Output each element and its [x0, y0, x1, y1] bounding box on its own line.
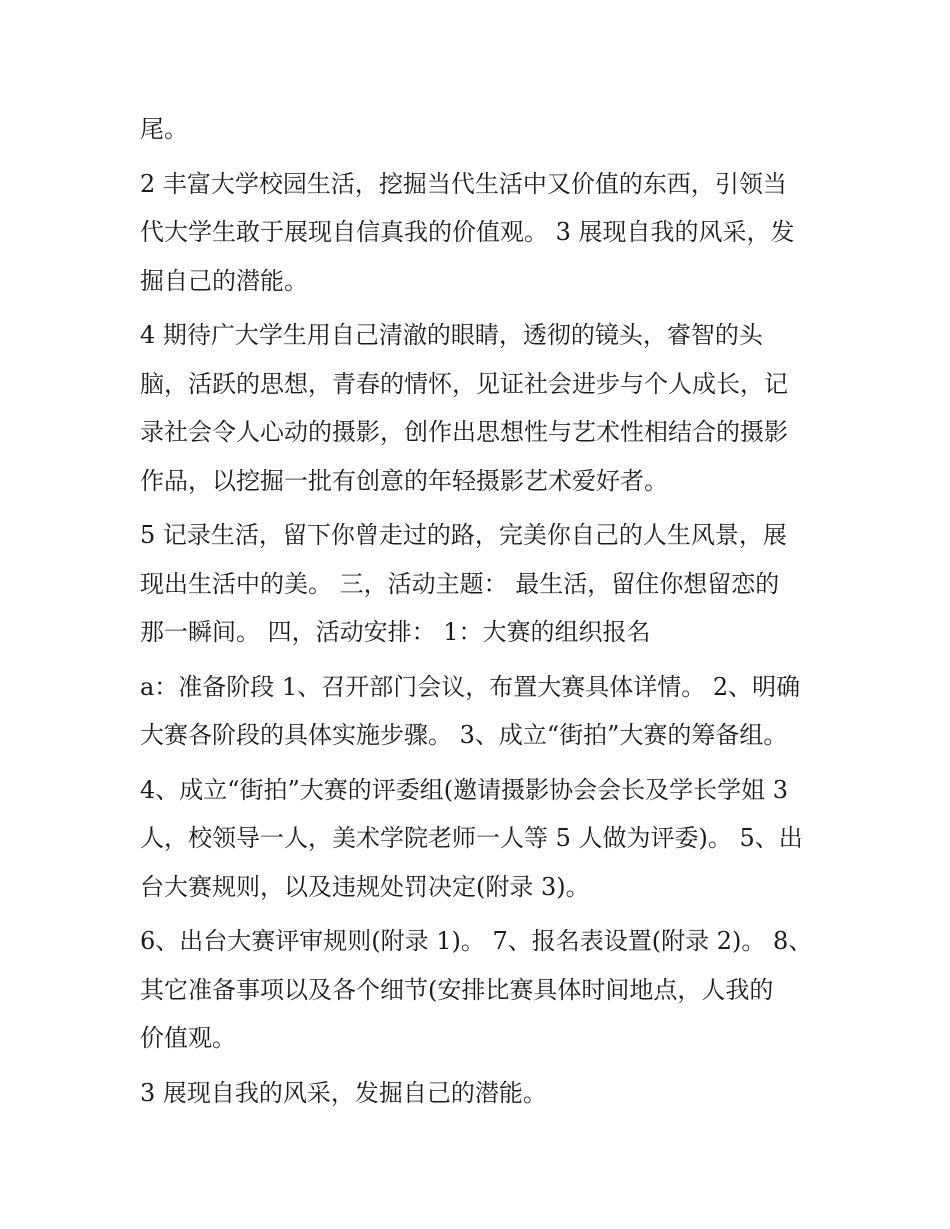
- paragraph-1: [140, 105, 820, 154]
- text-line: 掘自己的潜能。: [140, 266, 308, 295]
- text-line: 5 记录生活，留下你曾走过的路，完美你自己的人生风景，展: [140, 521, 787, 549]
- paragraph-7: [140, 917, 820, 1063]
- text-line: 价值观。: [140, 1024, 236, 1052]
- text-line: 脑，活跃的思想，青春的情怀，见证社会进步与个人成长，记: [140, 369, 788, 398]
- text-line: 录社会令人心动的摄影，创作出思想性与艺术性相结合的摄影: [140, 418, 788, 446]
- text-line: 3 展现自我的风采，发掘自己的潜能。: [140, 1078, 547, 1107]
- text-line: 代大学生敢于展现自信真我的价值观。 3 展现自我的风采，发: [140, 218, 795, 246]
- text-line: 现出生活中的美。 三，活动主题： 最生活，留住你想留恋的: [140, 569, 780, 598]
- paragraph-8: [140, 1069, 820, 1118]
- text-line: 大赛各阶段的具体实施步骤。 3、成立“街拍”大赛的筹备组。: [140, 721, 788, 749]
- paragraph-5: [140, 663, 820, 760]
- text-line: 尾。: [140, 115, 188, 143]
- paragraph-3: [140, 311, 820, 505]
- text-line: 4 期待广大学生用自己清澈的眼睛，透彻的镜头，睿智的头: [140, 321, 763, 349]
- text-line: 6、出台大赛评审规则(附录 1)。 7、报名表设置(附录 2)。 8、: [140, 927, 813, 955]
- text-line: 其它准备事项以及各个细节(安排比赛具体时间地点，人我的: [140, 975, 774, 1004]
- text-line: 台大赛规则，以及违规处罚决定(附录 3)。: [140, 872, 590, 901]
- paragraph-6: [140, 766, 820, 912]
- text-line: 人，校领导一人，美术学院老师一人等 5 人做为评委)。 5、出: [140, 824, 803, 852]
- text-line: 4、成立“街拍”大赛的评委组(邀请摄影协会会长及学长学姐 3: [140, 775, 789, 804]
- paragraph-2: [140, 160, 820, 306]
- paragraph-4: [140, 511, 820, 657]
- text-line: a：准备阶段 1、召开部门会议，布置大赛具体详情。 2、明确: [140, 672, 801, 701]
- text-line: 作品，以挖掘一批有创意的年轻摄影艺术爱好者。: [140, 466, 668, 495]
- text-line: 2 丰富大学校园生活，挖掘当代生活中又价值的东西，引领当: [140, 169, 787, 198]
- document-body: [140, 105, 820, 1123]
- text-line: 那一瞬间。 四，活动安排： 1：大赛的组织报名: [140, 618, 651, 646]
